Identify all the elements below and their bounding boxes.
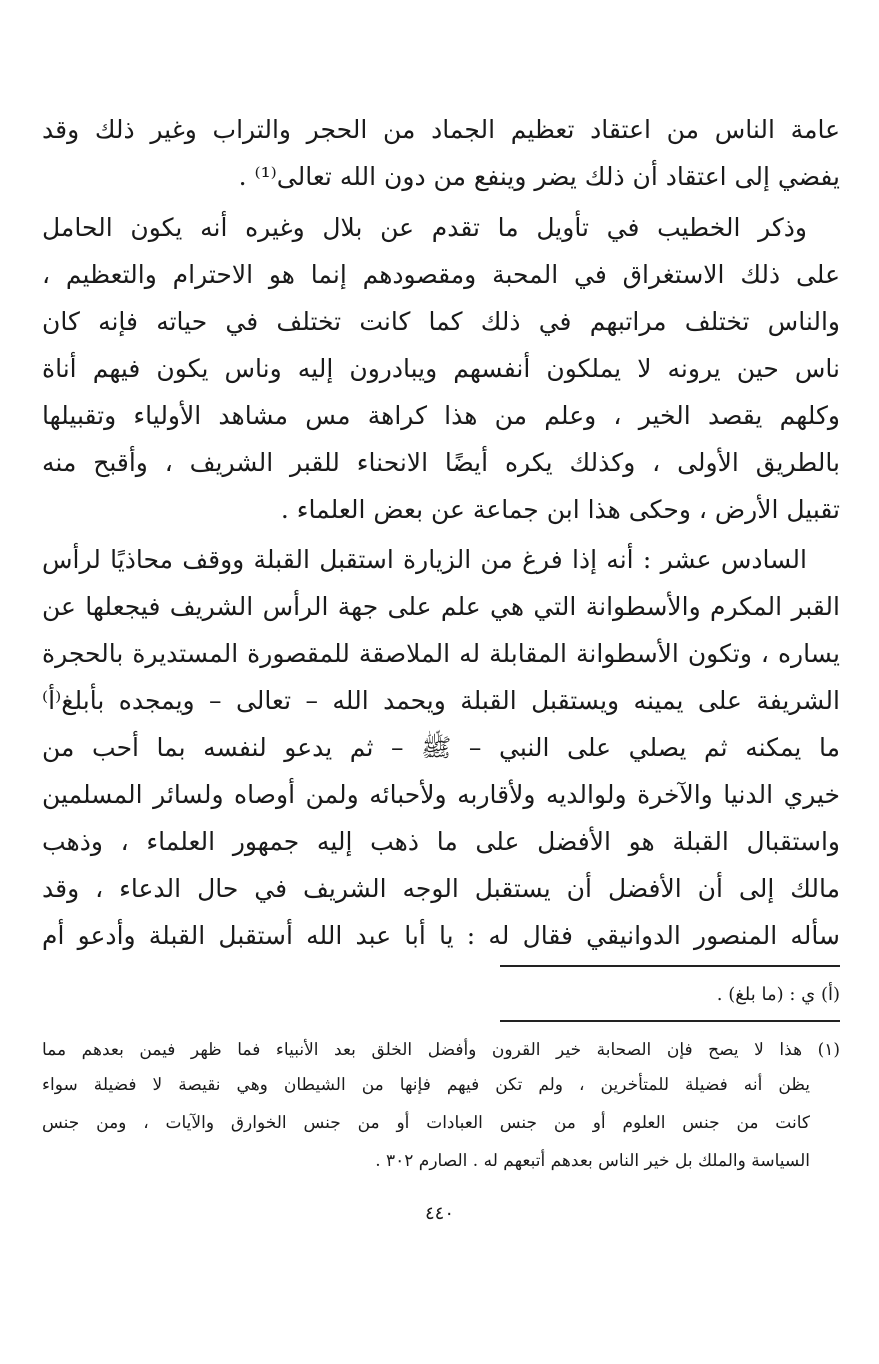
body-line-17: مالك إلى أن الأفضل أن يستقبل الوجه الشريف في حال الدعاء ، وقد [42,874,840,903]
footnote-rule [500,1020,840,1022]
body-line-1: عامة الناس من اعتقاد تعظيم الجماد من الحجر والتراب وغير ذلك وقد [42,115,840,144]
body-line-10: السادس عشر : أنه إذا فرغ من الزيارة استقبل القبلة ووقف محاذيًا لرأس [42,545,807,574]
body-line-9: تقبيل الأرض ، وحكى هذا ابن جماعة عن بعض العلماء . [280,495,840,524]
body-line-12: يساره ، وتكون الأسطوانة المقابلة له الملاصقة للمقصورة المستديرة بالحجرة [42,639,840,668]
footnote-line-4: السياسة والملك بل خير الناس بعدهم أتبعهم له . الصارم ٣٠٢ . [375,1151,810,1171]
body-line-8: بالطريق الأولى ، وكذلك يكره أيضًا الانحناء للقبر الشريف ، وأقبح منه [42,448,840,477]
body-line-5: والناس تختلف مراتبهم في ذلك كما كانت تختلف في حياته فإنه كان [42,307,840,336]
variant-rule [500,965,840,967]
body-line-14: ما يمكنه ثم يصلي على النبي – ﷺ – ثم يدعو لنفسه بما أحب من [42,733,840,762]
body-line-13: الشريفة على يمينه ويستقبل القبلة ويحمد الله – تعالى – ويمجده بأبلغ⁽أ⁾ [42,686,840,715]
body-line-18: سأله المنصور الدوانيقي فقال له : يا أبا عبد الله أستقبل القبلة وأدعو أم [42,921,840,950]
page-number: ٤٤٠ [424,1203,454,1224]
body-line-2: يفضي إلى اعتقاد أن ذلك يضر وينفع من دون الله تعالى⁽¹⁾ . [238,162,840,191]
body-line-4: على ذلك الاستغراق في المحبة ومقصودهم إنما هو الاحترام والتعظيم ، [42,260,840,289]
footnote-line-1: (١) هذا لا يصح فإن الصحابة خير القرون وأفضل الخلق بعد الأنبياء فما ظهر فيمن بعدهم مما [42,1040,840,1060]
body-line-6: ناس حين يرونه لا يملكون أنفسهم ويبادرون إليه وناس يكون فيهم أناة [42,354,840,383]
variant-note: (أ) ي : (ما بلغ) . [716,984,840,1005]
body-line-16: واستقبال القبلة هو الأفضل على ما ذهب إليه جمهور العلماء ، وذهب [42,827,840,856]
body-line-11: القبر المكرم والأسطوانة التي هي علم على جهة الرأس الشريف فيجعلها عن [42,592,840,621]
footnote-line-3: كانت من جنس العلوم أو من جنس العبادات أو من جنس الخوارق والآيات ، ومن جنس [42,1113,810,1133]
body-line-7: وكلهم يقصد الخير ، وعلم من هذا كراهة مس مشاهد الأولياء وتقبيلها [42,401,840,430]
body-line-3: وذكر الخطيب في تأويل ما تقدم عن بلال وغيره أنه يكون الحامل [42,213,807,242]
footnote-line-2: يظن أنه فضيلة للمتأخرين ، ولم تكن فيهم فإنها من الشيطان وهي نقيصة لا فضيلة سواء [42,1075,810,1095]
body-line-15: خيري الدنيا والآخرة ولوالديه ولأقاربه ولأحبائه ولمن أوصاه ولسائر المسلمين [42,780,840,809]
